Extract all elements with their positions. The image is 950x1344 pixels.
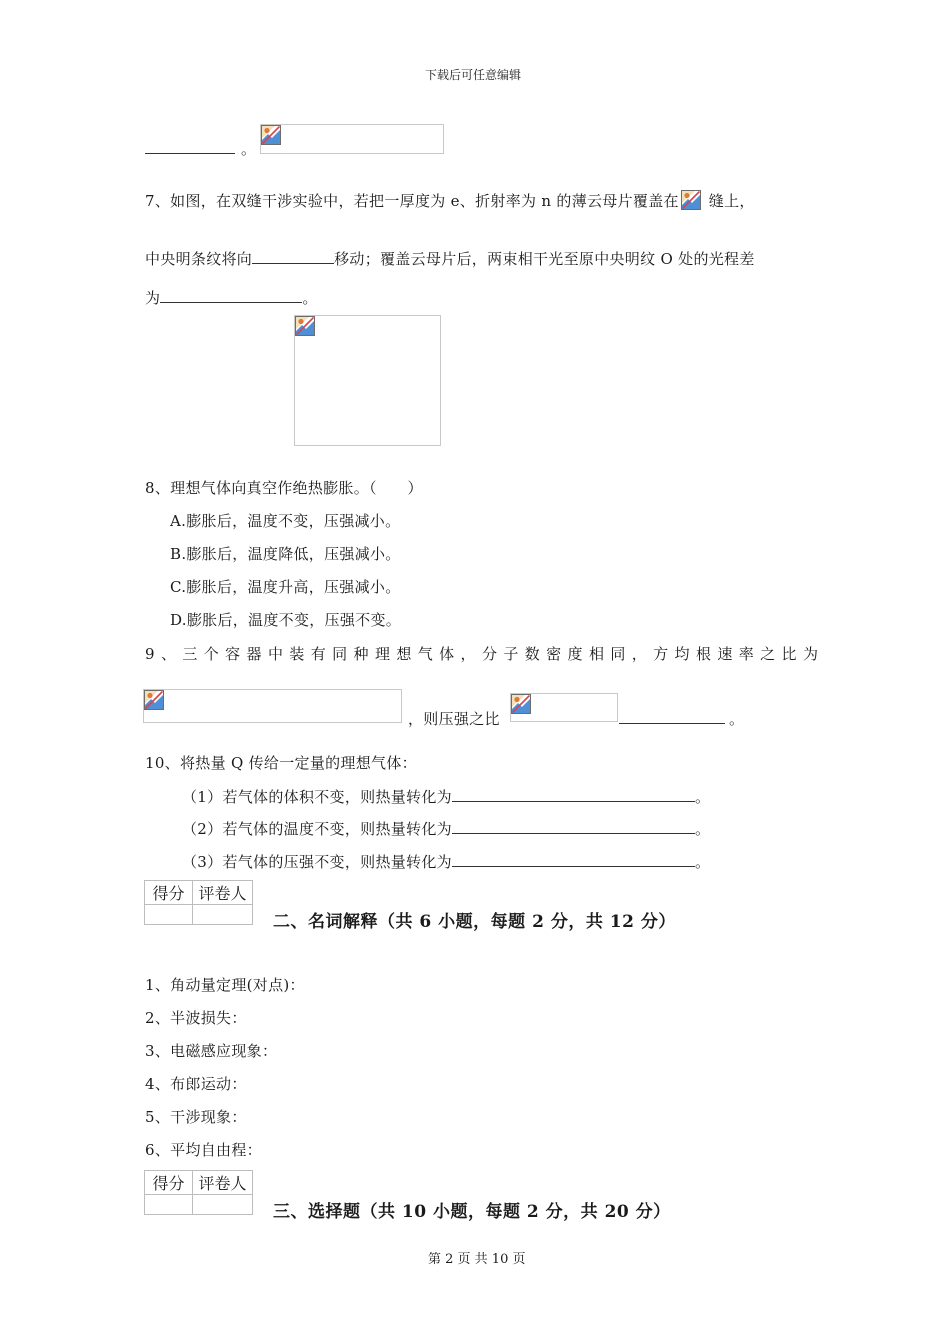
broken-image-icon (295, 316, 315, 336)
answer-blank (145, 139, 235, 154)
q6-period: 。 (241, 140, 257, 158)
q7-line3 (145, 287, 318, 308)
q8-option-c: C.膨胀后，温度升高，压强减小。 (170, 578, 401, 596)
q8-option-a: A.膨胀后，温度不变，压强减小。 (170, 512, 401, 530)
formula-image (143, 689, 402, 723)
broken-image-icon (681, 190, 701, 210)
broken-image-icon (144, 690, 164, 710)
broken-image-icon (511, 694, 531, 714)
score-table (144, 880, 253, 925)
q10-item-text: （1）若气体的体积不变，则热量转化为 (182, 788, 452, 806)
formula-image (260, 124, 444, 154)
q10-item-text: （2）若气体的温度不变，则热量转化为 (182, 820, 452, 838)
grader-header: 评卷人 (193, 1171, 253, 1195)
section-title: 二、名词解释（共 6 小题，每题 2 分，共 12 分） (273, 912, 676, 932)
q7-line1 (145, 190, 755, 211)
score-header: 得分 (145, 1171, 193, 1195)
score-cell[interactable] (145, 1195, 193, 1215)
q7-line2 (145, 248, 755, 269)
q10-item-2 (182, 818, 710, 839)
q10-period: 。 (694, 788, 711, 806)
score-header: 得分 (145, 881, 193, 905)
q10-item-1 (182, 786, 710, 807)
answer-blank (452, 787, 695, 802)
q6-answer-line (145, 138, 256, 159)
answer-blank (160, 288, 302, 303)
q9-answer-line (619, 708, 744, 729)
section-title: 三、选择题（共 10 小题，每题 2 分，共 20 分） (273, 1202, 671, 1222)
q8-option-d: D.膨胀后，温度不变，压强不变。 (170, 611, 402, 629)
q7-text-tail: 缝上， (708, 192, 755, 210)
page-footer: 第 2 页 共 10 页 (428, 1252, 526, 1267)
q9-line1: 9、三个容器中装有同种理想气体，分子数密度相同，方均根速率之比为 (145, 645, 825, 663)
term-item: 4、布郎运动： (145, 1075, 247, 1093)
q7-text: 7、如图，在双缝干涉实验中，若把一厚度为 e、折射率为 n 的薄云母片覆盖在 (145, 192, 679, 210)
answer-blank (452, 819, 695, 834)
q9-period: 。 (729, 710, 745, 728)
term-item: 1、角动量定理(对点)： (145, 976, 305, 994)
answer-blank (452, 852, 695, 867)
q7-text: 为 (145, 289, 161, 307)
answer-blank (252, 249, 334, 264)
q10-period: 。 (694, 820, 711, 838)
term-item: 5、干涉现象： (145, 1108, 247, 1126)
q10-period: 。 (694, 853, 711, 871)
grader-cell[interactable] (193, 1195, 253, 1215)
q10-stem: 10、将热量 Q 传给一定量的理想气体： (145, 754, 417, 772)
q10-item-text: （3）若气体的压强不变，则热量转化为 (182, 853, 452, 871)
score-table (144, 1170, 253, 1215)
broken-image-icon (261, 125, 281, 145)
term-item: 3、电磁感应现象： (145, 1042, 278, 1060)
term-item: 6、平均自由程： (145, 1141, 262, 1159)
answer-blank (619, 709, 725, 724)
q9-mid-text: ，则压强之比 (408, 710, 500, 728)
grader-header: 评卷人 (193, 881, 253, 905)
q10-item-3 (182, 851, 710, 872)
figure-image (294, 315, 441, 446)
grader-cell[interactable] (193, 905, 253, 925)
q7-period: 。 (302, 289, 318, 307)
q7-text: 移动；覆盖云母片后，两束相干光至原中央明纹 O 处的光程差 (334, 250, 755, 268)
score-cell[interactable] (145, 905, 193, 925)
term-item: 2、半波损失： (145, 1009, 247, 1027)
page-header: 下载后可任意编辑 (425, 68, 522, 82)
q8-stem: 8、理想气体向真空作绝热膨胀。（ ） (145, 479, 423, 497)
q7-text: 中央明条纹将向 (145, 250, 253, 268)
formula-image (510, 693, 618, 722)
q8-option-b: B.膨胀后，温度降低，压强减小。 (170, 545, 401, 563)
